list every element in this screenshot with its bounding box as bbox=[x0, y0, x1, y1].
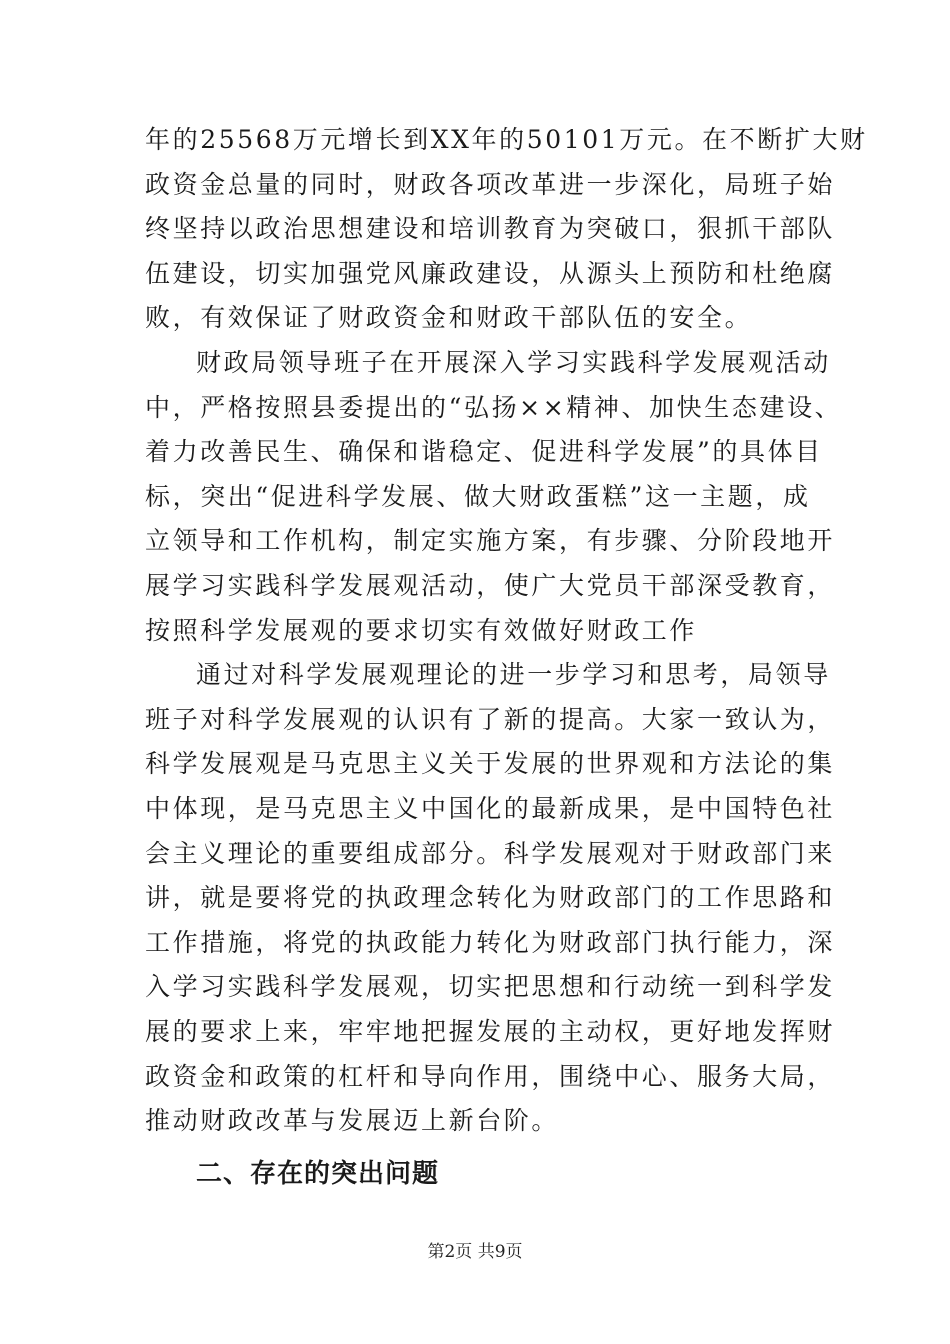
paragraph-line: 班子对科学发展观的认识有了新的提高。大家一致认为， bbox=[145, 704, 836, 734]
paragraph-line: 立领导和工作机构，制定实施方案，有步骤、分阶段地开 bbox=[145, 526, 836, 556]
section-heading: 二、存在的突出问题 bbox=[196, 1158, 440, 1189]
paragraph-line: 入学习实践科学发展观，切实把思想和行动统一到科学发 bbox=[145, 972, 836, 1002]
paragraph-line: 伍建设，切实加强党风廉政建设，从源头上预防和杜绝腐 bbox=[145, 258, 836, 288]
paragraph-line: 中，严格按照县委提出的“弘扬××精神、加快生态建设、 bbox=[145, 392, 843, 422]
paragraph-line: 讲，就是要将党的执政理念转化为财政部门的工作思路和 bbox=[145, 883, 836, 913]
paragraph-line: 标，突出“促进科学发展、做大财政蛋糕”这一主题，成 bbox=[145, 481, 811, 511]
page-footer: 第2页 共9页 bbox=[427, 1242, 523, 1262]
paragraph-line: 推动财政改革与发展迈上新台阶。 bbox=[145, 1106, 560, 1136]
paragraph-line: 会主义理论的重要组成部分。科学发展观对于财政部门来 bbox=[145, 838, 836, 868]
paragraph-line: 按照科学发展观的要求切实有效做好财政工作 bbox=[145, 615, 698, 645]
paragraph-line: 展的要求上来，牢牢地把握发展的主动权，更好地发挥财 bbox=[145, 1017, 836, 1046]
paragraph-line: 败，有效保证了财政资金和财政干部队伍的安全。 bbox=[145, 303, 753, 333]
paragraph-line: 工作措施，将党的执政能力转化为财政部门执行能力，深 bbox=[145, 927, 836, 957]
paragraph-line: 财政局领导班子在开展深入学习实践科学发展观活动 bbox=[196, 348, 831, 377]
paragraph-line: 中体现，是马克思主义中国化的最新成果，是中国特色社 bbox=[145, 794, 836, 823]
paragraph-line: 科学发展观是马克思主义关于发展的世界观和方法论的集 bbox=[145, 749, 836, 779]
paragraph-line: 展学习实践科学发展观活动，使广大党员干部深受教育， bbox=[145, 571, 836, 600]
paragraph-line: 着力改善民生、确保和谐稳定、促进科学发展”的具体目 bbox=[145, 437, 823, 467]
paragraph-line: 政资金和政策的杠杆和导向作用，围绕中心、服务大局， bbox=[145, 1061, 836, 1091]
paragraph-line: 年的25568万元增长到XX年的50101万元。在不断扩大财 bbox=[145, 125, 868, 154]
paragraph-line: 政资金总量的同时，财政各项改革进一步深化，局班子始 bbox=[145, 169, 836, 199]
paragraph-line: 通过对科学发展观理论的进一步学习和思考，局领导 bbox=[196, 660, 831, 690]
paragraph-line: 终坚持以政治思想建设和培训教育为突破口，狠抓干部队 bbox=[145, 214, 836, 244]
